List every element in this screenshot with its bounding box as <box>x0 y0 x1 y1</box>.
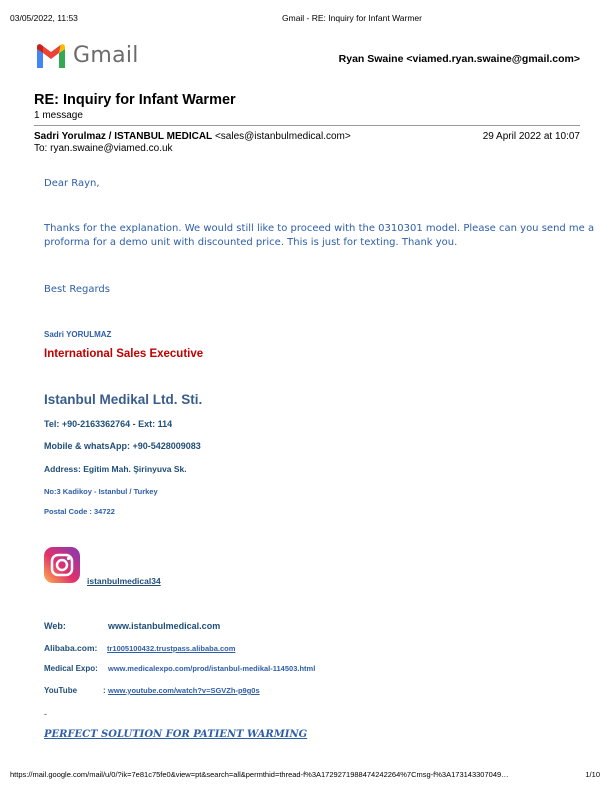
expo-link[interactable]: www.medicalexpo.com/prod/istanbul-medikal-114503.html <box>108 664 316 673</box>
dash: - <box>44 709 47 719</box>
print-page-title: Gmail - RE: Inquiry for Infant Warmer <box>282 13 422 23</box>
body-line-2: proforma for a demo unit with discounted price. This is just for texting. Thank you. <box>44 237 458 248</box>
alibaba-link[interactable]: tr1005100432.trustpass.alibaba.com <box>107 644 236 653</box>
sig-name: Sadri YORULMAZ <box>44 330 112 339</box>
divider <box>34 125 580 126</box>
message-count: 1 message <box>34 110 83 121</box>
web-label: Web: <box>44 621 66 631</box>
closing: Best Regards <box>44 284 110 295</box>
sig-mobile: Mobile & whatsApp: +90-5428009083 <box>44 441 201 451</box>
print-datetime: 03/05/2022, 11:53 <box>10 13 78 23</box>
instagram-link[interactable]: istanbulmedical34 <box>87 576 161 586</box>
sender <box>34 131 351 142</box>
body-line-1: Thanks for the explanation. We would still like to proceed with the 0310301 model. Please can you send me a <box>44 223 595 234</box>
sender-email: <sales@istanbulmedical.com> <box>214 131 351 142</box>
print-footer-url: https://mail.google.com/mail/u/0/?ik=7e81c75fe0&view=pt&search=all&permthid=thread-f%3A1729271988474242264%7Cmsg-f%3A173143307049… <box>10 770 509 779</box>
instagram-icon[interactable] <box>44 547 80 588</box>
sig-postal: Postal Code : 34722 <box>44 507 115 516</box>
youtube-link[interactable]: www.youtube.com/watch?v=SGVZh-p9g0s <box>108 686 260 695</box>
sig-tel: Tel: +90-2163362764 - Ext: 114 <box>44 419 173 429</box>
sender-name: Sadri Yorulmaz / ISTANBUL MEDICAL <box>34 131 213 142</box>
print-page-number: 1/10 <box>585 770 600 779</box>
alibaba-label: Alibaba.com: <box>44 643 98 653</box>
sig-address-2: No:3 Kadikoy - Istanbul / Turkey <box>44 487 158 496</box>
youtube-separator: : <box>103 686 106 695</box>
expo-label: Medical Expo: <box>44 664 98 673</box>
web-link[interactable]: www.istanbulmedical.com <box>108 621 221 631</box>
recipient: To: ryan.swaine@viamed.co.uk <box>34 143 173 154</box>
message-date: 29 April 2022 at 10:07 <box>482 131 580 142</box>
gmail-logo-text: Gmail <box>73 43 139 68</box>
sig-title: International Sales Executive <box>44 348 204 360</box>
thread-subject: RE: Inquiry for Infant Warmer <box>34 92 236 108</box>
gmail-logo-icon[interactable] <box>35 44 67 73</box>
greeting: Dear Rayn, <box>44 178 100 189</box>
youtube-label: YouTube <box>44 686 78 695</box>
tagline-link[interactable]: PERFECT SOLUTION FOR PATIENT WARMING <box>44 729 308 740</box>
sig-address: Address: Egitim Mah. Şirinyuva Sk. <box>44 464 187 474</box>
sig-company: Istanbul Medikal Ltd. Sti. <box>44 392 203 407</box>
account-email: Ryan Swaine <viamed.ryan.swaine@gmail.com> <box>338 53 580 65</box>
